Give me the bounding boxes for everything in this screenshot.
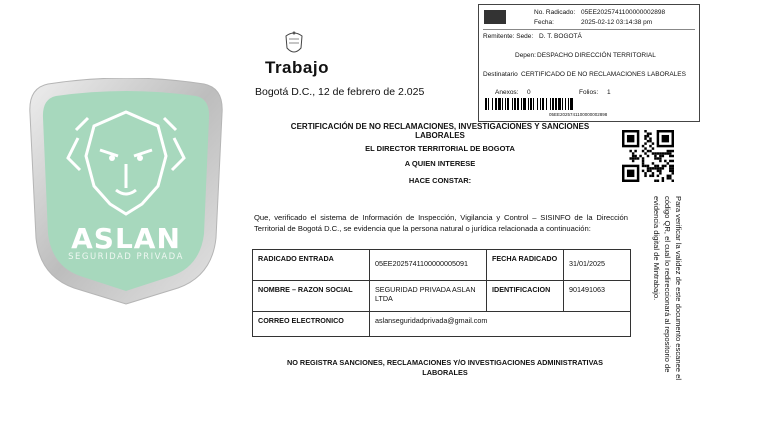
nombre-value-cell: SEGURIDAD PRIVADA ASLAN LTDA bbox=[370, 281, 487, 312]
table-row bbox=[253, 250, 631, 281]
depen-label: Depen: bbox=[515, 52, 536, 59]
ministry-name: Trabajo bbox=[265, 58, 329, 77]
director-heading: EL DIRECTOR TERRITORIAL DE BOGOTA bbox=[365, 144, 515, 153]
depen-value: DESPACHO DIRECCIÓN TERRITORIAL bbox=[537, 52, 656, 59]
anexos-value: 0 bbox=[527, 89, 531, 96]
barcode-text: 05EE2025741100000002898 bbox=[549, 112, 608, 117]
no-radicado-value: 05EE2025741100000002898 bbox=[581, 9, 666, 16]
destinatario-label: Destinatario bbox=[483, 71, 518, 78]
radicado-sticker bbox=[478, 4, 700, 122]
brand-tagline: SEGURIDAD PRIVADA bbox=[68, 252, 184, 262]
radicado-label-cell: RADICADO ENTRADA bbox=[253, 250, 370, 281]
barcode bbox=[485, 98, 691, 110]
fecha-value: 2025-02-12 03:14:38 pm bbox=[581, 19, 653, 26]
no-radicado-label: No. Radicado: bbox=[534, 9, 576, 16]
radicado-value-cell: 05EE2025741100000005091 bbox=[370, 250, 487, 281]
no-registra-statement: NO REGISTRA SANCIONES, RECLAMACIONES Y/O INVESTIGACIONES ADMINISTRATIVAS LABORALES bbox=[286, 358, 604, 377]
mintrabajo-logo bbox=[484, 10, 506, 24]
identificacion-value-cell: 901491063 bbox=[564, 281, 631, 312]
recipient-heading: A QUIEN INTERESE bbox=[404, 159, 476, 168]
identificacion-label-cell: IDENTIFICACION bbox=[487, 281, 564, 312]
intro-paragraph: Que, verificado el sistema de Información de Inspección, Vigilancia y Control – SISINFO de la Dirección Territorial de Bogotá D.C., se evidencia que la persona natural o jurídica relacionada a continuación: bbox=[254, 213, 628, 233]
folios-value: 1 bbox=[607, 89, 611, 96]
document-title: CERTIFICACIÓN DE NO RECLAMACIONES, INVESTIGACIONES Y SANCIONES LABORALES bbox=[290, 122, 590, 140]
correo-value-cell: aslanseguridadprivada@gmail.com bbox=[370, 312, 631, 337]
brand-name: ASLAN bbox=[71, 222, 181, 255]
remitente-value: D. T. BOGOTÁ bbox=[539, 33, 582, 40]
folios-label: Folios: bbox=[579, 89, 599, 96]
coat-of-arms-icon bbox=[282, 30, 306, 58]
anexos-label: Anexos: bbox=[495, 89, 519, 96]
fecha-label: Fecha: bbox=[534, 19, 554, 26]
table-row bbox=[253, 281, 631, 312]
nombre-label-cell: NOMBRE – RAZON SOCIAL bbox=[253, 281, 370, 312]
company-data-table bbox=[252, 249, 631, 337]
destinatario-value: CERTIFICADO DE NO RECLAMACIONES LABORALES bbox=[521, 71, 686, 78]
aslan-shield-logo bbox=[28, 78, 224, 306]
qr-code-icon bbox=[622, 130, 674, 182]
vertical-note bbox=[630, 196, 684, 391]
issue-date: Bogotá D.C., 12 de febrero de 2.025 bbox=[255, 86, 425, 98]
table-row bbox=[253, 312, 631, 337]
hace-constar-heading: HACE CONSTAR: bbox=[408, 176, 472, 185]
fecha-value-cell: 31/01/2025 bbox=[564, 250, 631, 281]
remitente-label: Remitente: Sede: bbox=[483, 33, 534, 40]
fecha-label-cell: FECHA RADICADO bbox=[487, 250, 564, 281]
correo-label-cell: CORREO ELECTRONICO bbox=[253, 312, 370, 337]
verification-note: Para verificar la validez de este documento escanee el código QR, el cual lo redireccionará al repositorio de evidencia digital de Mintrabajo. bbox=[652, 196, 683, 381]
